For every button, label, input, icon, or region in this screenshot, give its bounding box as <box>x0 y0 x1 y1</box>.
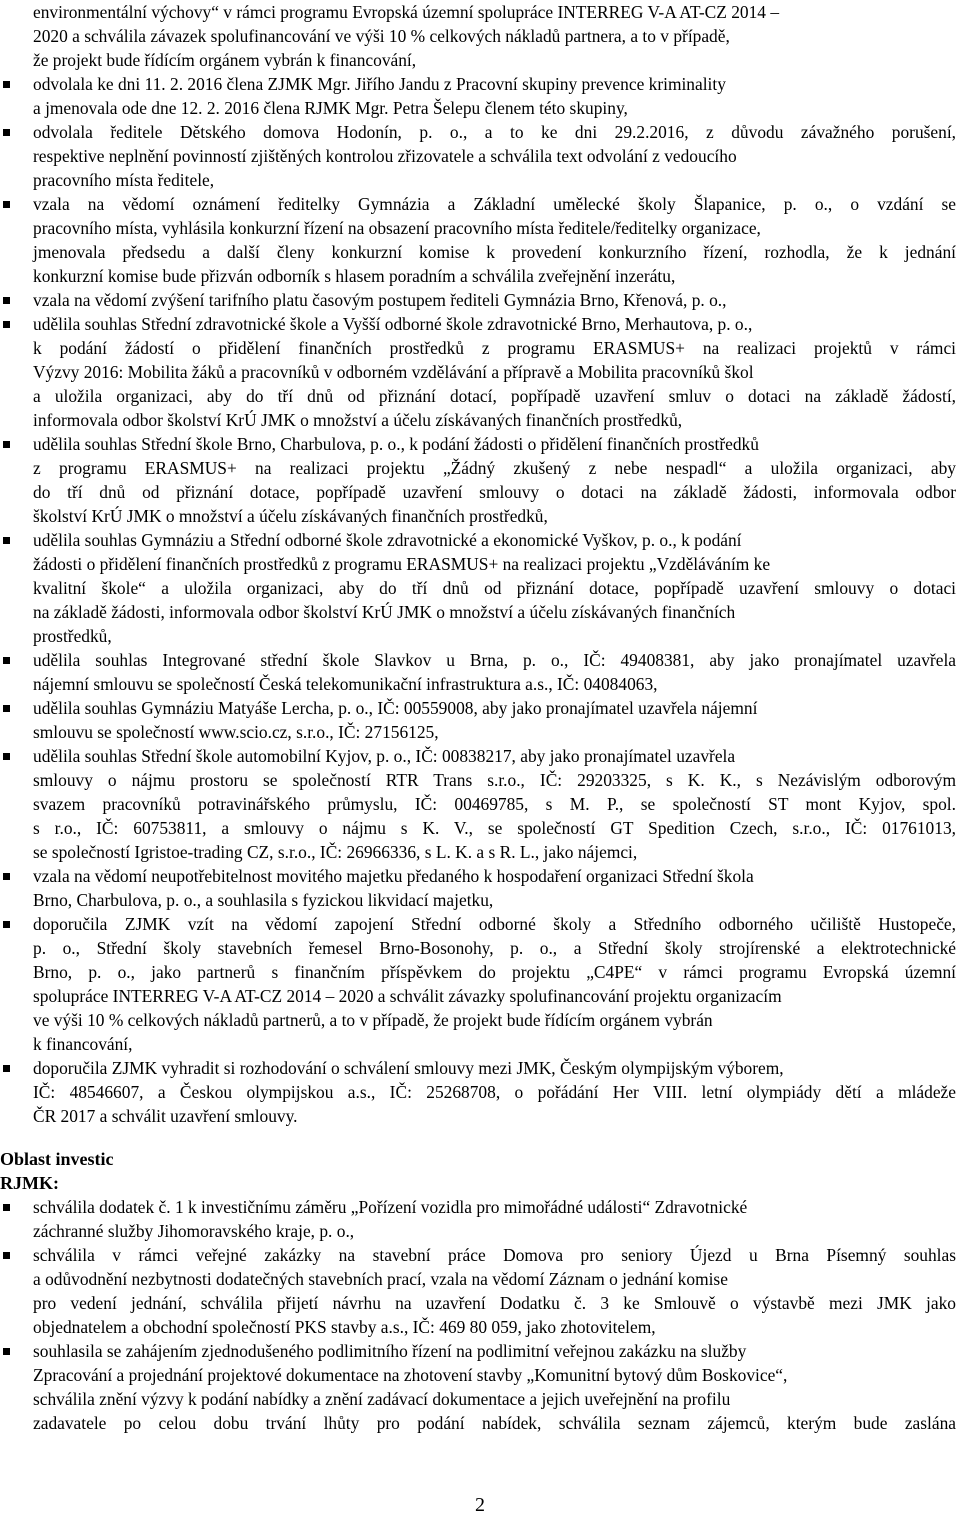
text-line: respektive neplnění povinností zjištěných kontrolou zřizovatele a schválila text odvolání z vedoucího <box>33 146 737 166</box>
bullet-icon <box>3 297 10 304</box>
text-line: Brno, Charbulova, p. o., a souhlasila s fyzickou likvidací majetku, <box>33 890 494 910</box>
text-line: kvalitní škole“ a uložila organizaci, aby do tří dnů od přiznání dotace, popřípadě uzavření smlouvy o dotaci <box>33 578 956 598</box>
text-line: IČ: 48546607, a Českou olympijskou a.s., IČ: 25268708, o pořádání Her VIII. letní olympiády dětí a mládeže <box>33 1082 956 1102</box>
text-line: pracovního místa ředitele, <box>33 170 215 190</box>
text-line: svazem pracovníků potravinářského průmyslu, IČ: 00469785, s M. P., se společností ST mont Kyjov, spol. <box>33 794 956 814</box>
text-line: odvolala ředitele Dětského domova Hodonín, p. o., a to ke dni 29.2.2016, z důvodu závažného porušení, <box>33 122 957 142</box>
bullet-icon <box>3 873 10 880</box>
text-line: a uložila organizaci, aby do tří dnů od přiznání dotací, popřípadě uzavření smluv o dotaci na základě žádostí, <box>33 386 956 406</box>
bullet-icon <box>3 1204 10 1211</box>
text-line: ČR 2017 a schválit uzavření smlouvy. <box>33 1106 298 1126</box>
text-line: pracovního místa, vyhlásila konkurzní řízení na obsazení pracovního místa ředitele/ředitelky organizace, <box>33 218 761 238</box>
text-line: smlouvu se společností www.scio.cz, s.r.o., IČ: 27156125, <box>33 722 439 742</box>
bullet-icon <box>3 129 10 136</box>
text-line: do tří dnů od přiznání dotace, popřípadě uzavření smlouvy o dotaci na základě žádosti, informovala odbor <box>33 482 957 502</box>
bullet-icon <box>3 921 10 928</box>
text-line: Brno, p. o., jako partnerů s finančním příspěvkem do projektu „C4PE“ v rámci programu Evropská územní <box>33 962 956 982</box>
text-line: a odůvodnění nezbytnosti dodatečných stavebních prací, vzala na vědomí Záznam o jednání komise <box>33 1269 728 1289</box>
text-line: schválila znění výzvy k podání nabídky a znění zadávací dokumentace a jejich uveřejnění na profilu <box>33 1389 731 1409</box>
text-line: žádosti o přidělení finančních prostředků z programu ERASMUS+ na realizaci projektu „Vzděláváním ke <box>33 554 771 574</box>
text-line: jmenovala předsedu a další členy konkurzní komise k provedení konkurzního řízení, rozhodla, že k jednání <box>33 242 956 262</box>
text-line: vzala na vědomí neupotřebitelnost movitého majetku předaného k hospodaření organizaci Střední škola <box>33 866 754 886</box>
text-line: smlouvy o nájmu prostoru se společností RTR Trans s.r.o., IČ: 29203325, s K. K., s Nezávislým odborovým <box>33 770 956 790</box>
text-line: školství KrÚ JMK o množství a účelu získávaných finančních prostředků, <box>33 506 548 526</box>
text-line: Výzvy 2016: Mobilita žáků a pracovníků v odborném vzdělávání a přípravě a Mobilita pracovníků škol <box>33 362 754 382</box>
text-line: doporučila ZJMK vyhradit si rozhodování o schválení smlouvy mezi JMK, Českým olympijským výborem, <box>33 1058 784 1078</box>
bullet-icon <box>3 705 10 712</box>
text-line: na základě žádosti, informovala odbor školství KrÚ JMK o množství a účelu získávaných finančních <box>33 602 736 622</box>
bullet-icon <box>3 1348 10 1355</box>
text-line: nájemní smlouvu se společností Česká telekomunikační infrastruktura a.s., IČ: 04084063, <box>33 674 658 694</box>
text-line: vzala na vědomí zvýšení tarifního platu časovým postupem řediteli Gymnázia Brno, Křenová, p. o., <box>33 290 727 310</box>
text-line: doporučila ZJMK vzít na vědomí zapojení Střední odborné školy a Středního odborného učiliště Hustopeče, <box>33 914 957 934</box>
text-line: záchranné služby Jihomoravského kraje, p. o., <box>33 1221 355 1241</box>
text-line: udělila souhlas Gymnáziu a Střední odborné škole zdravotnické a ekonomické Vyškov, p. o., k podání <box>33 530 742 550</box>
text-line: udělila souhlas Střední zdravotnické škole a Vyšší odborné škole zdravotnické Brno, Merhautova, p. o., <box>33 314 753 334</box>
text-line: Zpracování a projednání projektové dokumentace na zhotovení stavby „Komunitní bytový dům Boskovice“, <box>33 1365 788 1385</box>
text-line: environmentální výchovy“ v rámci programu Evropská územní spolupráce INTERREG V-A AT-CZ 2014 – <box>33 2 780 22</box>
text-line: k podání žádostí o přidělení finančních prostředků z programu ERASMUS+ na realizaci projektů v rámci <box>33 338 956 358</box>
text-line: p. o., Střední školy stavebních řemesel Brno-Bosonohy, p. o., a Střední školy strojírenské a elektrotechnické <box>33 938 956 958</box>
text-line: s r.o., IČ: 60753811, a smlouvy o nájmu s K. V., se společností GT Spedition Czech, s.r.o., IČ: 01761013, <box>33 818 956 838</box>
text-line: udělila souhlas Střední škole automobilní Kyjov, p. o., IČ: 00838217, aby jako pronajímatel uzavřela <box>33 746 736 766</box>
text-line: vzala na vědomí oznámení ředitelky Gymnázia a Základní umělecké školy Šlapanice, p. o., o vzdání se <box>33 194 956 214</box>
text-line: a jmenovala ode dne 12. 2. 2016 člena RJMK Mgr. Petra Šelepu členem této skupiny, <box>33 98 628 118</box>
bullet-icon <box>3 1065 10 1072</box>
text-line: se společností Igristoe-trading CZ, s.r.o., IČ: 26966336, s L. K. a s R. L., jako nájemci, <box>33 842 638 862</box>
text-line: konkurzní komise bude přizván odborník s hlasem poradním a schválila zveřejnění inzerátu, <box>33 266 676 286</box>
bullet-icon <box>3 321 10 328</box>
bullet-icon <box>3 753 10 760</box>
text-line: prostředků, <box>33 626 112 646</box>
text-line: odvolala ke dni 11. 2. 2016 člena ZJMK Mgr. Jiřího Jandu z Pracovní skupiny prevence kriminality <box>33 74 726 94</box>
bullet-icon <box>3 81 10 88</box>
bullet-icon <box>3 657 10 664</box>
section-subtitle: RJMK: <box>0 1173 59 1193</box>
text-line: udělila souhlas Gymnáziu Matyáše Lercha, p. o., IČ: 00559008, aby jako pronajímatel uzavřela nájemní <box>33 698 758 718</box>
bullet-icon <box>3 201 10 208</box>
text-line: informovala odbor školství KrÚ JMK o množství a účelu získávaných finančních prostředků, <box>33 410 683 430</box>
section-title: Oblast investic <box>0 1149 114 1169</box>
text-line: udělila souhlas Integrované střední škole Slavkov u Brna, p. o., IČ: 49408381, aby jako pronajímatel uzavřela <box>33 650 956 670</box>
text-line: pro vedení jednání, schválila přijetí návrhu na uzavření Dodatku č. 3 ke Smlouvě o výstavbě mezi JMK jako <box>33 1293 957 1313</box>
text-line: schválila v rámci veřejné zakázky na stavební práce Domova pro seniory Újezd u Brna Písemný souhlas <box>33 1245 956 1265</box>
text-line: že projekt bude řídícím orgánem vybrán k financování, <box>33 50 417 70</box>
text-line: zadavatele po celou dobu trvání lhůty pro podání nabídek, schválila seznam zájemců, kterým bude zaslána <box>33 1413 956 1433</box>
bullet-icon <box>3 537 10 544</box>
bullet-icon <box>3 1252 10 1259</box>
text-line: udělila souhlas Střední škole Brno, Charbulova, p. o., k podání žádosti o přidělení finančních prostředků <box>33 434 759 454</box>
text-line: k financování, <box>33 1034 133 1054</box>
text-line: ve výši 10 % celkových nákladů partnerů, a to v případě, že projekt bude řídícím orgánem vybrán <box>33 1010 713 1030</box>
bullet-icon <box>3 441 10 448</box>
text-line: z programu ERASMUS+ na realizaci projektu „Žádný zkušený z nebe nespadl“ a uložila organizaci, aby <box>33 458 956 478</box>
text-line: objednatelem a obchodní společností PKS stavby a.s., IČ: 469 80 059, jako zhotovitelem, <box>33 1317 656 1337</box>
text-line: souhlasila se zahájením zjednodušeného podlimitního řízení na podlimitní veřejnou zakázku na služby <box>33 1341 747 1361</box>
text-line: schválila dodatek č. 1 k investičnímu záměru „Pořízení vozidla pro mimořádné události“ Zdravotnické <box>33 1197 748 1217</box>
text-line: 2020 a schválila závazek spolufinancování ve výši 10 % celkových nákladů partnera, a to v případě, <box>33 26 730 46</box>
page-number: 2 <box>475 1494 485 1516</box>
text-line: spolupráce INTERREG V-A AT-CZ 2014 – 2020 a schválit závazky spolufinancování projektu organizacím <box>33 986 782 1006</box>
